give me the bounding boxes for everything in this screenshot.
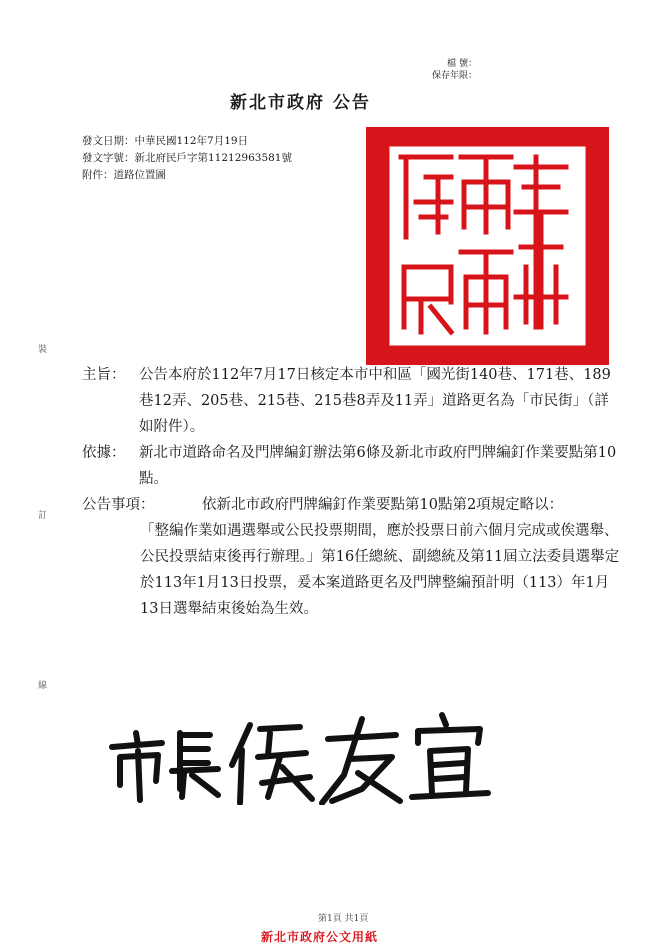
notice-section [82, 492, 622, 622]
attachment-info: 附件：道路位置圖 [82, 169, 166, 181]
official-seal-stamp [366, 127, 609, 365]
archive-retention: 保存年限： [432, 71, 478, 81]
archive-file-no: 檔 號： [447, 59, 478, 69]
basis-label: 依據： [82, 445, 126, 461]
basis-text: 新北市道路命名及門牌編釘辦法第6條及新北市政府門牌編釘作業要點第10點。 [139, 445, 617, 487]
subject-label: 主旨： [82, 367, 126, 383]
page-title: 新北市政府 公告 [230, 93, 371, 113]
mayor-signature [100, 705, 500, 805]
document-meta [82, 133, 292, 184]
seal-glyph-art [366, 127, 609, 365]
document-number: 發文字號：新北府民戶字第11212963581號 [82, 152, 292, 164]
subject-section [82, 362, 622, 440]
binding-mark-bottom: 線 [38, 681, 48, 691]
notice-label: 公告事項： [82, 497, 155, 513]
binding-mark-mid: 訂 [38, 511, 48, 521]
basis-section [82, 440, 622, 492]
document-body [82, 362, 622, 622]
page-number: 第1頁 共1頁 [318, 914, 369, 924]
binding-mark-top: 裝 [38, 345, 48, 355]
subject-text: 公告本府於112年7月17日核定本市中和區「國光街140巷、171巷、189巷12弄、205巷、215巷、215巷8弄及11弄」道路更名為「市民街」（詳如附件）。 [139, 367, 611, 435]
official-paper-label: 新北市政府公文用紙 [261, 930, 379, 944]
archive-info [432, 58, 477, 82]
issue-date: 發文日期：中華民國112年7月19日 [82, 135, 249, 147]
notice-quote: 「整編作業如遇選舉或公民投票期間，應於投票日前六個月完成或俟選舉、公民投票結束後再行辦理。」第16任總統、副總統及第11屆立法委員選舉定於113年1月13日投票，爰本案道路更名及門牌整編預計明（113）年1月13日選舉結束後始為生效。 [140, 523, 620, 617]
notice-intro: 依新北市政府門牌編釘作業要點第10點第2項規定略以： [202, 497, 564, 513]
